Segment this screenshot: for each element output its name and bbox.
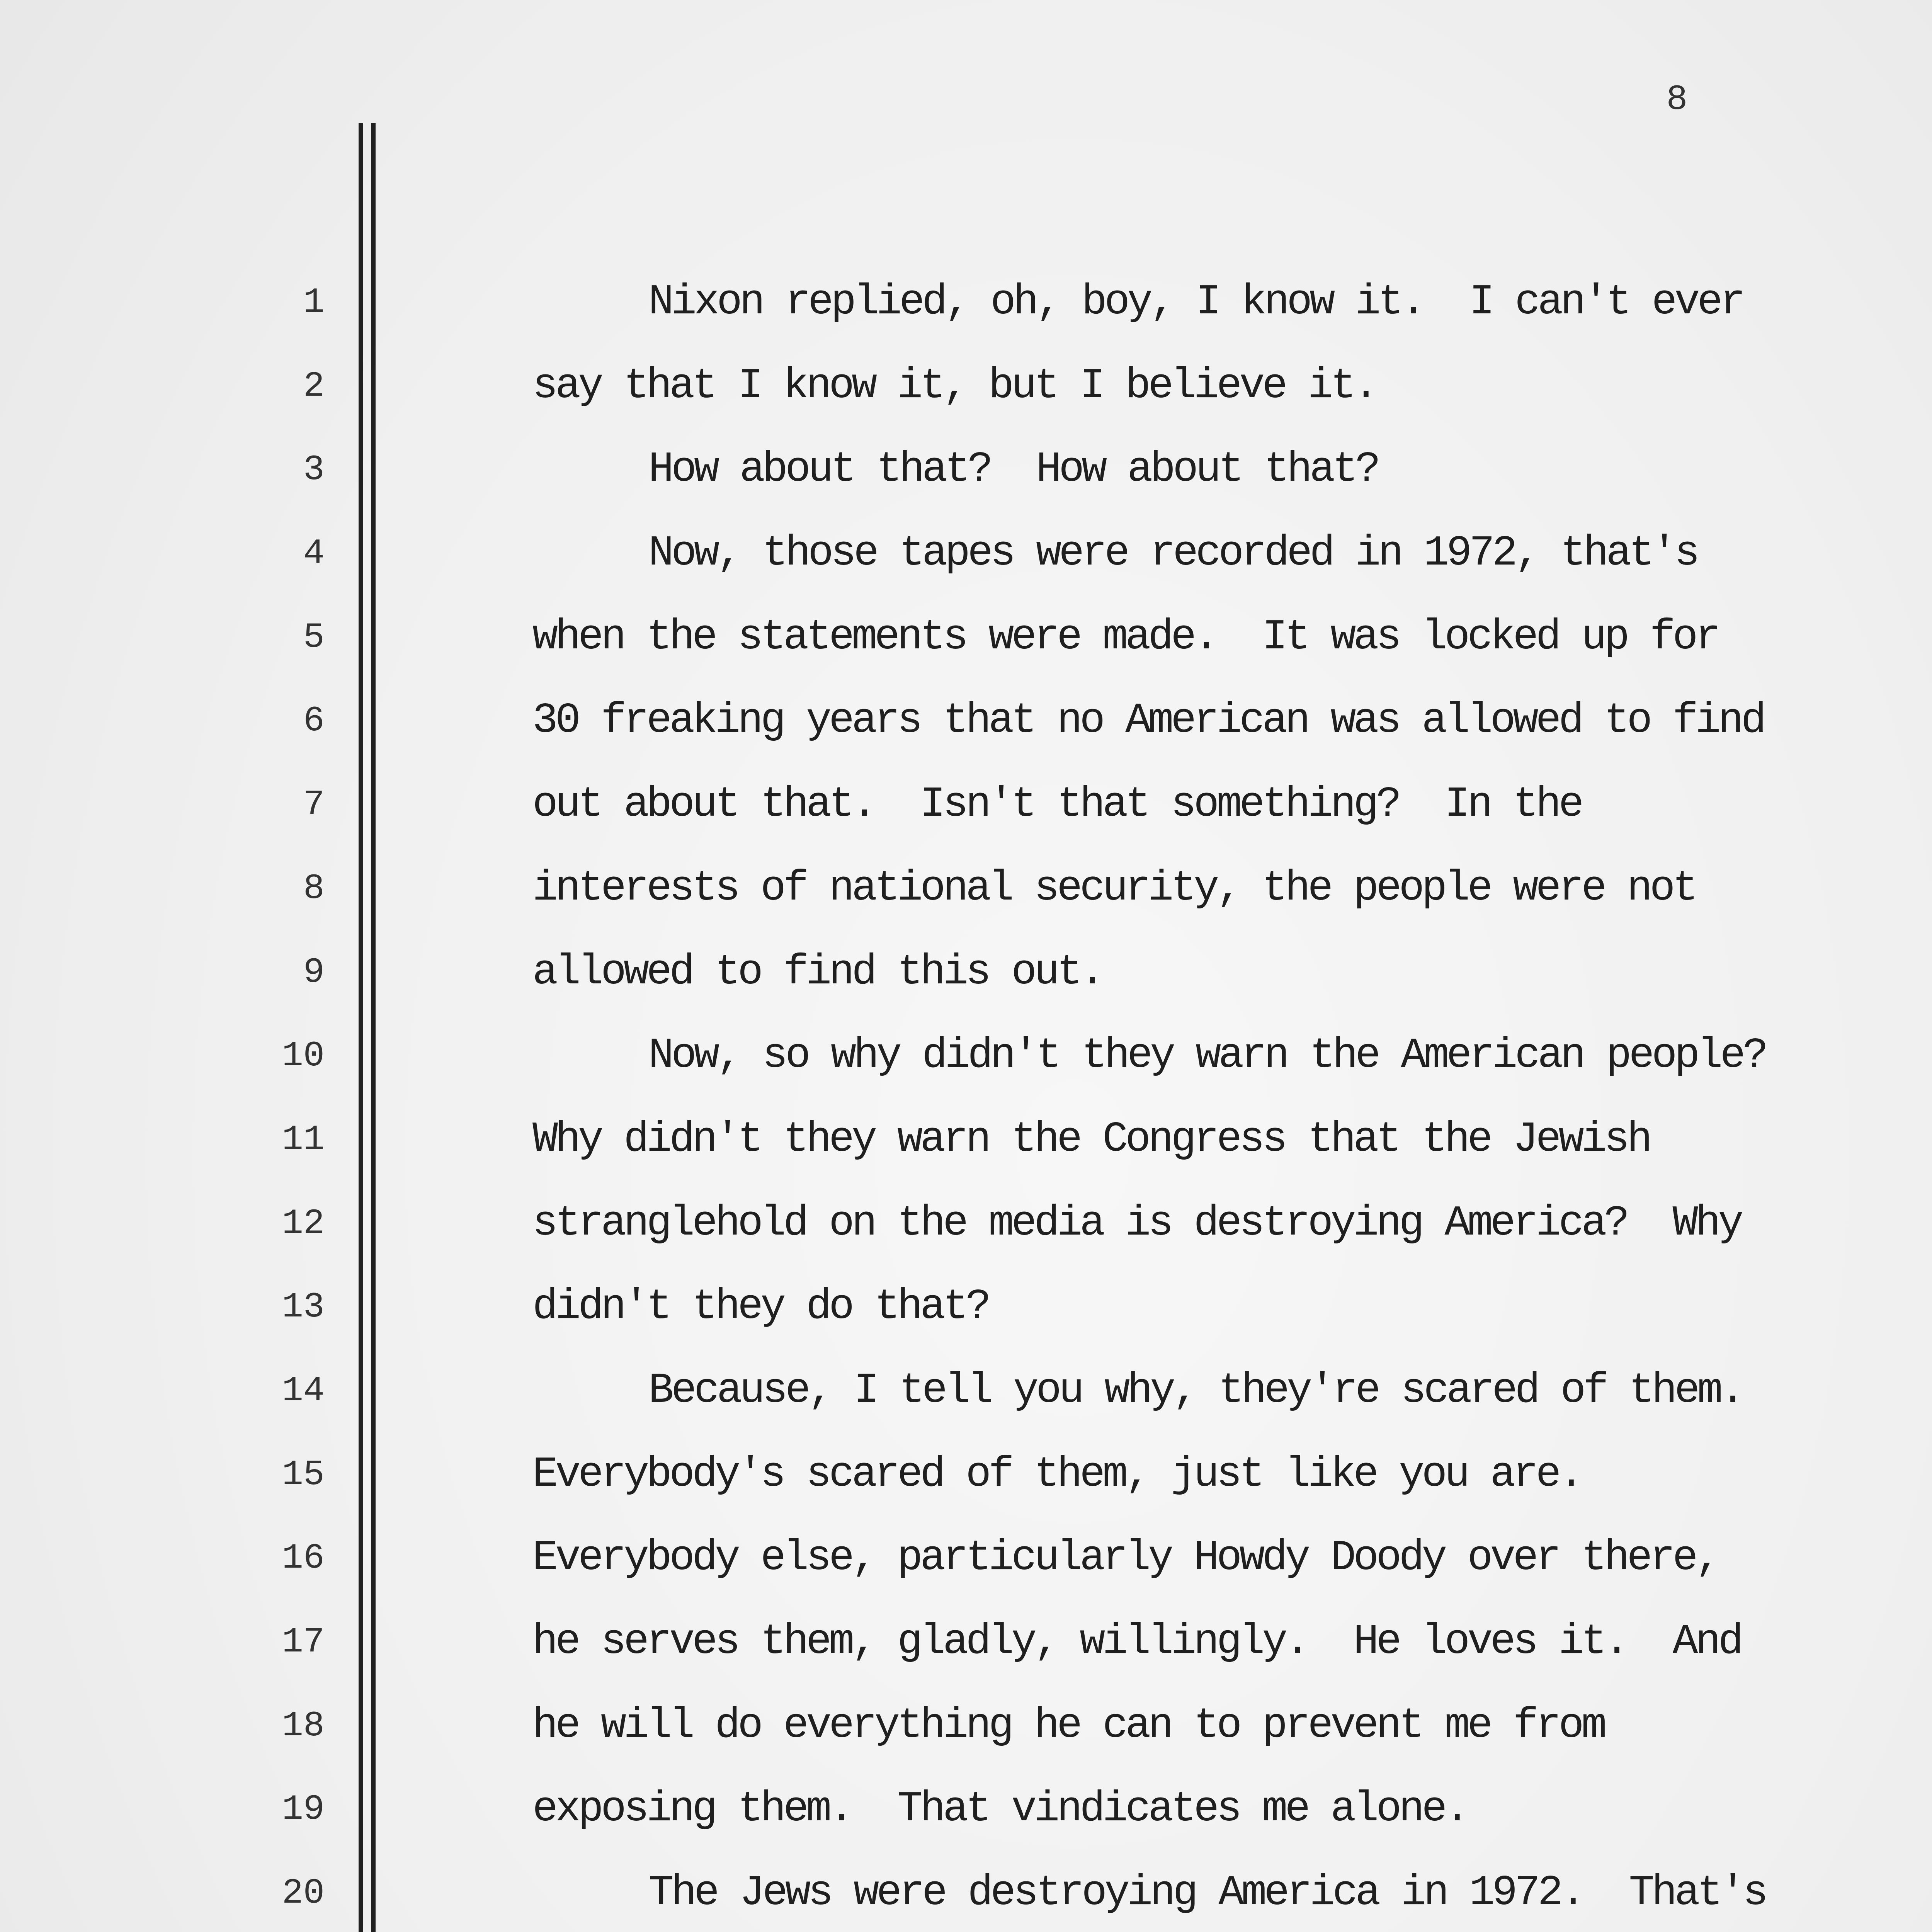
transcript-line: Now, so why didn't they warn the American people? [648,1032,1766,1080]
transcript-line: allowed to find this out. [532,948,1103,997]
transcript-line: he will do everything he can to prevent me from [532,1701,1604,1750]
line-number: 17 [282,1622,325,1662]
line-number: 2 [303,366,325,406]
transcript-line: Why didn't they warn the Congress that the Jewish [532,1115,1650,1164]
transcript-line: 30 freaking years that no American was allowed to find [532,697,1764,745]
line-number: 13 [282,1287,325,1328]
line-number: 7 [303,784,325,825]
line-number: 19 [282,1789,325,1830]
line-number: 4 [303,533,325,574]
line-number: 1 [303,282,325,323]
line-number: 18 [282,1705,325,1746]
line-number-column [255,272,325,1932]
transcript-line: out about that. Isn't that something? In the [532,781,1582,829]
line-number: 20 [282,1873,325,1914]
line-number: 5 [303,617,325,658]
transcript-line: say that I know it, but I believe it. [532,362,1376,410]
transcript-line: Nixon replied, oh, boy, I know it. I can't ever [648,278,1743,327]
transcript-line: he serves them, gladly, willingly. He loves it. And [532,1618,1741,1666]
line-number: 12 [282,1203,325,1244]
transcript-line: How about that? How about that? [648,446,1378,494]
line-number: 15 [282,1454,325,1495]
transcript-line: didn't they do that? [532,1283,989,1332]
transcript-line: Everybody's scared of them, just like you are. [532,1450,1582,1499]
transcript-line: Everybody else, particularly Howdy Doody over there, [532,1534,1718,1583]
margin-rule-right [371,123,376,1932]
transcript-line: exposing them. That vindicates me alone. [532,1785,1468,1834]
transcript-line: Now, those tapes were recorded in 1972, that's [648,529,1697,578]
line-number: 10 [282,1036,325,1077]
line-number: 8 [303,868,325,909]
transcript-line: stranglehold on the media is destroying America? Why [532,1199,1741,1248]
transcript-line: when the statements were made. It was locked up for [532,613,1718,662]
transcript-line: Because, I tell you why, they're scared of them. [648,1366,1743,1415]
line-number: 6 [303,701,325,742]
margin-rule-left [359,123,363,1932]
line-number: 3 [303,449,325,490]
transcript-line: The Jews were destroying America in 1972. That's [648,1869,1766,1918]
page-number: 8 [1666,79,1688,120]
line-number: 9 [303,952,325,993]
line-number: 14 [282,1370,325,1411]
line-number: 16 [282,1538,325,1579]
line-number: 11 [282,1119,325,1160]
transcript-text [532,272,1827,1932]
transcript-line: interests of national security, the people were not [532,864,1696,913]
